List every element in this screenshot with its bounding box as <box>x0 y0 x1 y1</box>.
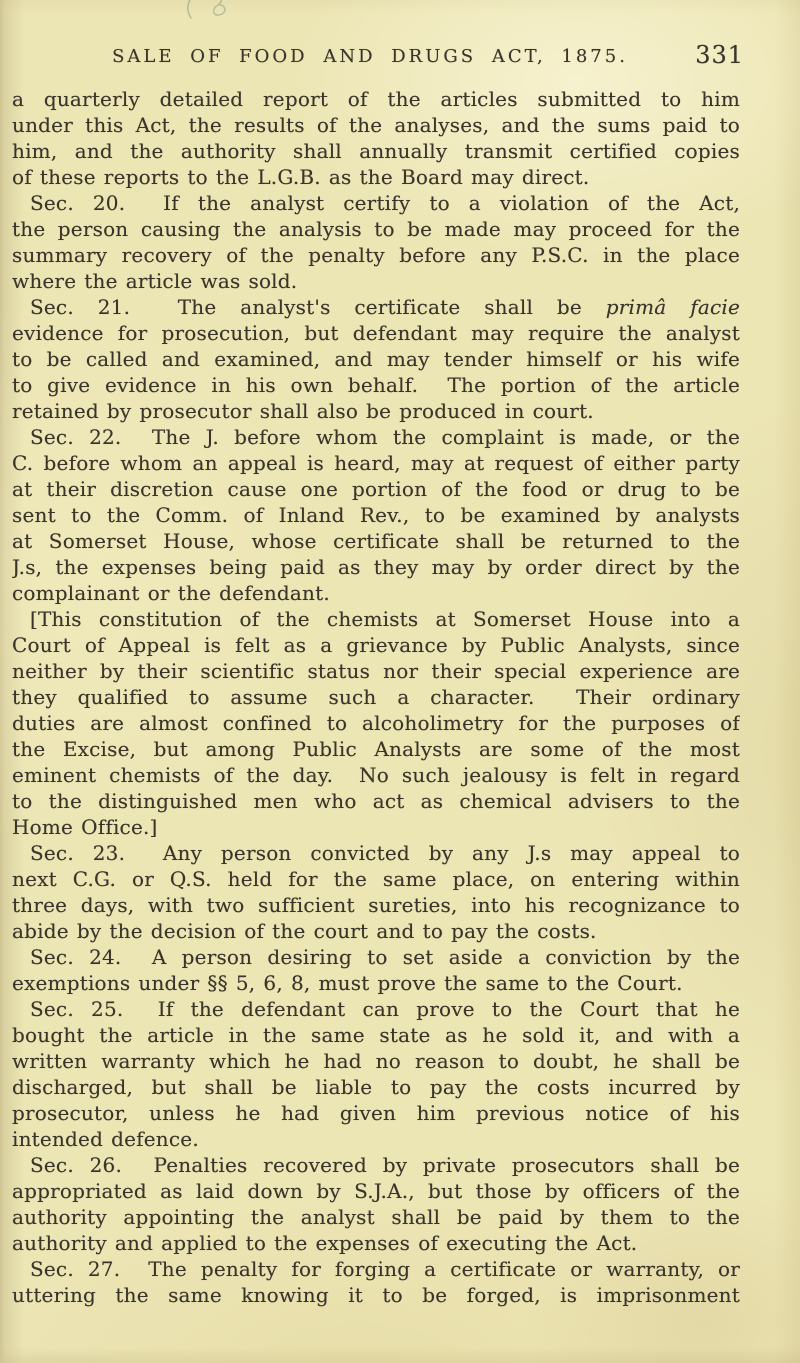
text-line: complainant or the defendant. <box>12 581 330 605</box>
running-head <box>0 41 800 74</box>
text-line: J.s, the expenses being paid as they may by order direct by the <box>12 555 740 579</box>
text-line: retained by prosecutor shall also be produced in court. <box>12 399 594 423</box>
text-line: Sec. 20. If the analyst certify to a violation of the Act, <box>30 191 740 215</box>
handwritten-mark <box>183 0 231 20</box>
text-line: C. before whom an appeal is heard, may at request of either party <box>12 451 740 475</box>
text-line: [This constitution of the chemists at Somerset House into a <box>30 607 740 631</box>
text-line: authority and applied to the expenses of executing the Act. <box>12 1231 638 1255</box>
text-line: Sec. 24. A person desiring to set aside a conviction by the <box>30 945 740 969</box>
text-line: authority appointing the analyst shall be paid by them to the <box>12 1205 740 1229</box>
text-line: evidence for prosecution, but defendant may require the analyst <box>12 321 740 345</box>
paragraph <box>12 840 740 944</box>
text-line: prosecutor, unless he had given him previous notice of his <box>12 1101 740 1125</box>
text-line: the Excise, but among Public Analysts are some of the most <box>12 737 740 761</box>
text-line: eminent chemists of the day. No such jealousy is felt in regard <box>12 763 740 787</box>
paragraph <box>12 606 740 840</box>
text-line: three days, with two sufficient sureties, into his recognizance to <box>12 893 740 917</box>
paragraph <box>12 1152 740 1256</box>
text-line: uttering the same knowing it to be forged, is imprisonment <box>12 1283 740 1307</box>
text-line: a quarterly detailed report of the articles submitted to him <box>12 87 740 111</box>
text-line: they qualified to assume such a character. Their ordinary <box>12 685 740 709</box>
text-line: Sec. 26. Penalties recovered by private prosecutors shall be <box>30 1153 740 1177</box>
text-segment: Sec. 21. The analyst's certificate shall be <box>30 295 606 319</box>
text-line: appropriated as laid down by S.J.A., but those by officers of the <box>12 1179 740 1203</box>
text-line: at Somerset House, whose certificate shall be returned to the <box>12 529 740 553</box>
text-line <box>12 294 740 320</box>
paragraph <box>12 996 740 1152</box>
text-line: Court of Appeal is felt as a grievance by Public Analysts, since <box>12 633 740 657</box>
text-line: of these reports to the L.G.B. as the Board may direct. <box>12 165 590 189</box>
text-line: him, and the authority shall annually transmit certified copies <box>12 139 740 163</box>
paragraph <box>12 944 740 996</box>
text-line: to the distinguished men who act as chemical advisers to the <box>12 789 740 813</box>
text-line: next C.G. or Q.S. held for the same place, on entering within <box>12 867 740 891</box>
paragraph <box>12 1256 740 1308</box>
page-number: 331 <box>695 41 744 69</box>
latin-phrase: primâ facie <box>605 295 740 319</box>
text-line: neither by their scientific status nor their special experience are <box>12 659 740 683</box>
text-line: where the article was sold. <box>12 269 298 293</box>
text-line: to give evidence in his own behalf. The portion of the article <box>12 373 740 397</box>
text-line: at their discretion cause one portion of the food or drug to be <box>12 477 740 501</box>
text-line: duties are almost confined to alcoholimetry for the purposes of <box>12 711 740 735</box>
paragraph <box>12 86 740 190</box>
text-line: summary recovery of the penalty before any P.S.C. in the place <box>12 243 740 267</box>
text-block <box>12 86 740 1308</box>
text-line: discharged, but shall be liable to pay the costs incurred by <box>12 1075 740 1099</box>
text-line: Home Office.] <box>12 815 158 839</box>
text-line: Sec. 27. The penalty for forging a certificate or warranty, or <box>30 1257 740 1281</box>
text-line: under this Act, the results of the analyses, and the sums paid to <box>12 113 740 137</box>
text-line: exemptions under §§ 5, 6, 8, must prove the same to the Court. <box>12 971 683 995</box>
paragraph <box>12 424 740 606</box>
text-line: to be called and examined, and may tender himself or his wife <box>12 347 740 371</box>
text-line: sent to the Comm. of Inland Rev., to be examined by analysts <box>12 503 740 527</box>
text-line: written warranty which he had no reason to doubt, he shall be <box>12 1049 740 1073</box>
paragraph <box>12 190 740 294</box>
text-line: abide by the decision of the court and to pay the costs. <box>12 919 597 943</box>
text-line: the person causing the analysis to be made may proceed for the <box>12 217 740 241</box>
text-line: intended defence. <box>12 1127 199 1151</box>
text-line: bought the article in the same state as he sold it, and with a <box>12 1023 740 1047</box>
text-line: Sec. 25. If the defendant can prove to the Court that he <box>30 997 740 1021</box>
paragraph <box>12 294 740 424</box>
page-title: SALE OF FOOD AND DRUGS ACT, 1875. <box>112 46 628 67</box>
text-line: Sec. 23. Any person convicted by any J.s may appeal to <box>30 841 740 865</box>
text-line: Sec. 22. The J. before whom the complaint is made, or the <box>30 425 740 449</box>
